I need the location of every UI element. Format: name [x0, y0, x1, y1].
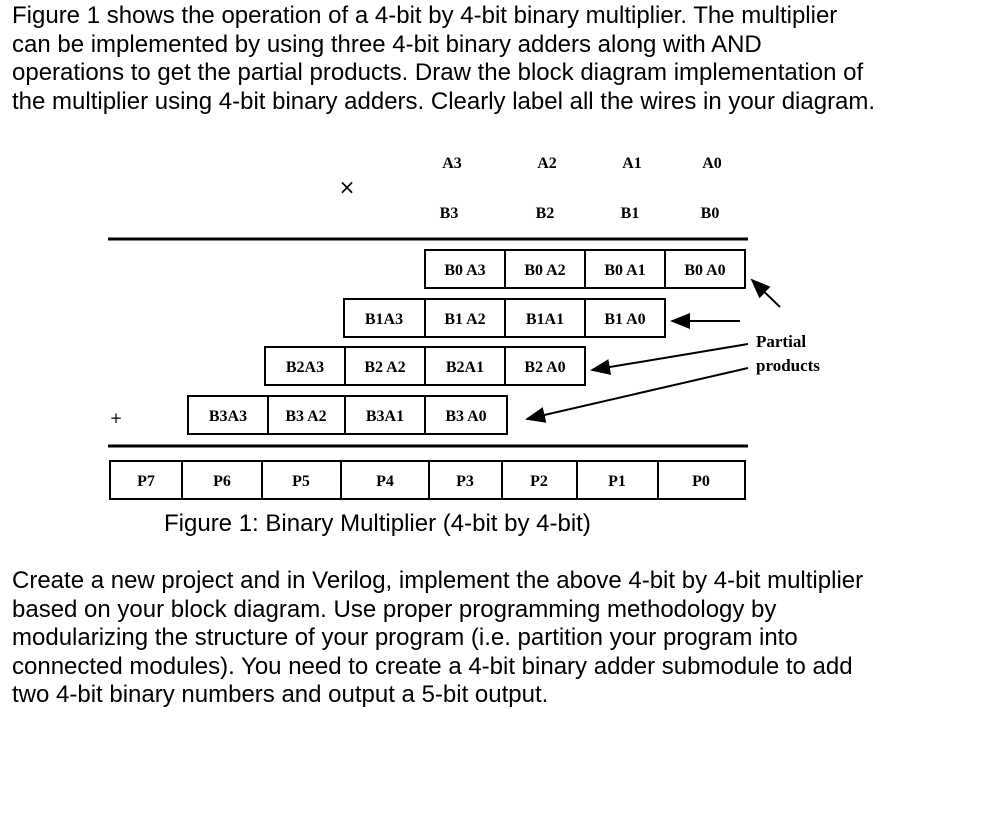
task-line: modularizing the structure of your program (i.e. partition your program into	[12, 624, 798, 651]
svg-text:P7: P7	[137, 473, 155, 490]
svg-text:B2A3: B2A3	[285, 359, 325, 376]
product-cell	[502, 461, 577, 499]
partial-product-cell	[425, 299, 505, 337]
product-cell	[262, 461, 341, 499]
figure-caption: Figure 1: Binary Multiplier (4-bit by 4-bit)	[164, 510, 591, 537]
multiplicand-bit: A3	[442, 155, 462, 172]
svg-text:B1 A0: B1 A0	[604, 311, 646, 328]
partial-product-cell	[665, 250, 745, 288]
task-line: connected modules). You need to create a 4-bit binary adder submodule to add	[12, 652, 853, 680]
svg-text:B0 A3: B0 A3	[444, 262, 486, 279]
svg-text:B3A3: B3A3	[208, 408, 248, 425]
intro-line: operations to get the partial products. Draw the block diagram implementation of	[12, 59, 864, 86]
product-cell	[110, 461, 182, 499]
multiplier-bit: B1	[620, 205, 640, 222]
product-cell	[429, 461, 502, 499]
partial-product-cell	[268, 396, 345, 434]
svg-text:B3 A2: B3 A2	[285, 408, 327, 425]
task-line: based on your block diagram. Use proper programming methodology by	[12, 595, 777, 623]
product-cell	[577, 461, 658, 499]
times-symbol: ×	[338, 175, 356, 199]
multiplicand-bit: A0	[702, 155, 722, 172]
svg-text:B3 A0: B3 A0	[445, 408, 487, 425]
annotation-line: products	[756, 356, 820, 375]
product-cell	[658, 461, 745, 499]
task-line: Create a new project and in Verilog, implement the above 4-bit by 4-bit multiplier	[12, 567, 864, 594]
multiplier-bit: B0	[700, 205, 720, 222]
svg-text:B0 A2: B0 A2	[524, 262, 566, 279]
svg-text:B3A1: B3A1	[365, 408, 405, 425]
intro-line: can be implemented by using three 4-bit binary adders along with AND	[12, 30, 762, 58]
svg-text:P6: P6	[213, 473, 231, 490]
annotation-line: Partial	[756, 332, 807, 351]
svg-text:B1 A2: B1 A2	[444, 311, 486, 328]
multiplier-bit: B2	[535, 205, 555, 222]
svg-text:P1: P1	[608, 473, 626, 490]
multiplicand-bit: A2	[537, 155, 557, 172]
svg-text:B0 A0: B0 A0	[684, 262, 726, 279]
svg-text:P5: P5	[292, 473, 310, 490]
intro-line: Figure 1 shows the operation of a 4-bit by 4-bit binary multiplier. The multiplier	[12, 2, 838, 29]
svg-text:P4: P4	[376, 473, 394, 490]
partial-product-cell	[188, 396, 268, 434]
partial-product-cell	[585, 250, 665, 288]
multiplicand-bit: A1	[622, 155, 642, 172]
partial-product-cell	[344, 299, 425, 337]
task-line: two 4-bit binary numbers and output a 5-bit output.	[12, 681, 549, 708]
product-cell	[341, 461, 429, 499]
partial-product-cell	[425, 347, 505, 385]
multiplier-bit: B3	[439, 205, 459, 222]
svg-text:B2 A2: B2 A2	[364, 359, 406, 376]
svg-text:B2 A0: B2 A0	[524, 359, 566, 376]
svg-text:P2: P2	[530, 473, 548, 490]
svg-text:B1A1: B1A1	[525, 311, 565, 328]
intro-line: the multiplier using 4-bit binary adders. Clearly label all the wires in your diagram.	[12, 87, 876, 115]
svg-text:B1A3: B1A3	[364, 311, 404, 328]
partial-product-cell	[345, 396, 425, 434]
product-cell	[182, 461, 262, 499]
svg-text:P3: P3	[456, 473, 474, 490]
svg-text:P0: P0	[692, 473, 710, 490]
partial-product-cell	[505, 299, 585, 337]
arrow	[752, 280, 780, 307]
partial-product-cell	[425, 250, 505, 288]
partial-product-cell	[265, 347, 345, 385]
task-paragraph	[12, 567, 987, 710]
partial-product-cell	[425, 396, 507, 434]
partial-product-cell	[505, 347, 585, 385]
partial-product-cell	[585, 299, 665, 337]
arrow	[592, 344, 748, 370]
plus-symbol: +	[109, 409, 123, 427]
partial-product-cell	[505, 250, 585, 288]
svg-text:B2A1: B2A1	[445, 359, 485, 376]
partial-product-cell	[345, 347, 425, 385]
svg-text:B0 A1: B0 A1	[604, 262, 646, 279]
